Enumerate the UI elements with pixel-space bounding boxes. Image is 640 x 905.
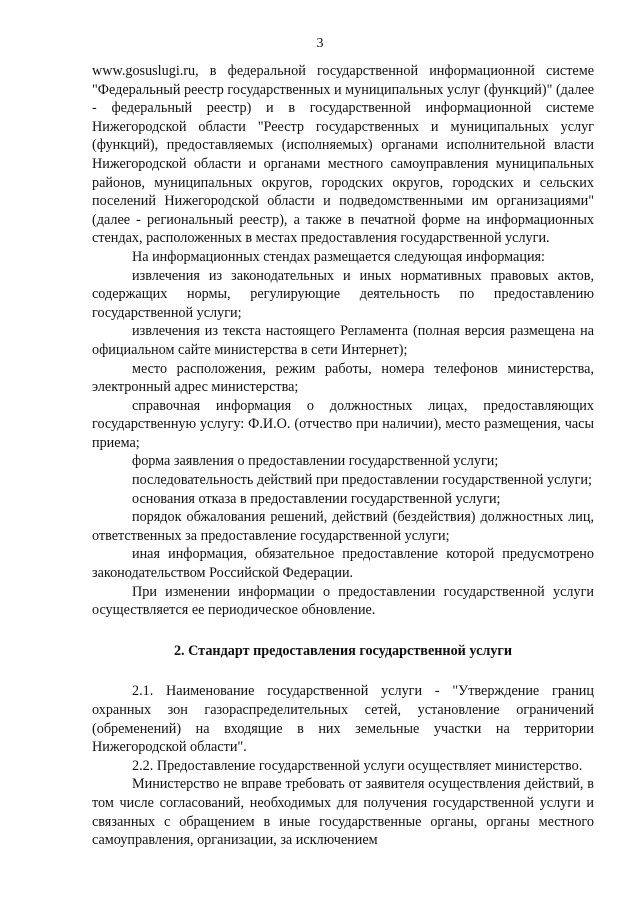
document-body (92, 62, 594, 850)
section-heading: 2. Стандарт предоставления государственной услуги (173, 642, 513, 659)
paragraph: Министерство не вправе требовать от заявителя осуществления действий, в том числе согласований, необходимых для получения государственной услуги и связанных с обращением в иные государственные органы, органы местного самоуправления, организации, за исключением (92, 776, 594, 849)
paragraph: иная информация, обязательное предоставление которой предусмотрено законодательством Российской Федерации. (92, 546, 594, 582)
paragraph: 2.2. Предоставление государственной услуги осуществляет министерство. (132, 757, 583, 774)
paragraph: основания отказа в предоставлении государственной услуги; (132, 490, 501, 507)
paragraph: справочная информация о должностных лицах, предоставляющих государственную услугу: Ф.И.О. (отчество при наличии), место размещения, часы приема; (92, 397, 594, 451)
paragraph: На информационных стендах размещается следующая информация: (132, 248, 546, 265)
paragraph: место расположения, режим работы, номера телефонов министерства, электронный адрес министерства; (92, 360, 594, 396)
paragraph: извлечения из законодательных и иных нормативных правовых актов, содержащих нормы, регулирующие деятельность по предоставлению государственной услуги; (92, 267, 594, 321)
paragraph: При изменении информации о предоставлении государственной услуги осуществляется ее периодическое обновление. (92, 583, 594, 619)
paragraph: порядок обжалования решений, действий (бездействия) должностных лиц, ответственных за предоставление государственной услуги; (92, 509, 594, 544)
paragraph: извлечения из текста настоящего Регламента (полная версия размещена на официальном сайте министерства в сети Интернет); (92, 323, 594, 358)
paragraph: 2.1. Наименование государственной услуги - "Утверждение границ охранных зон газораспределительных сетей, установление ограничений (обременений) на входящие в них земельные участки на территории Нижегородской области". (92, 683, 594, 756)
paragraph: последовательность действий при предоставлении государственной услуги; (132, 472, 592, 489)
paragraph: www.gosuslugi.ru, в федеральной государственной информационной системе "Федеральный реестр государственных и муниципальных услуг (функций)" (далее - федеральный реестр) и в государственной информационной системе Нижегородской области "Реестр государственных и муниципальных услуг (функций), предоставляемых (исполняемых) органами исполнительной власти Нижегородской области и органами местного самоуправления муниципальных районов, муниципальных округов, городских округов, городских и сельских поселений Нижегородской области и подведомственными им организациями" (далее - региональный реестр), а также в печатной форме на информационных стендах, расположенных в местах предоставления государственной услуги. (92, 63, 594, 247)
page-number: 3 (316, 36, 324, 51)
paragraph: форма заявления о предоставлении государственной услуги; (132, 453, 499, 470)
